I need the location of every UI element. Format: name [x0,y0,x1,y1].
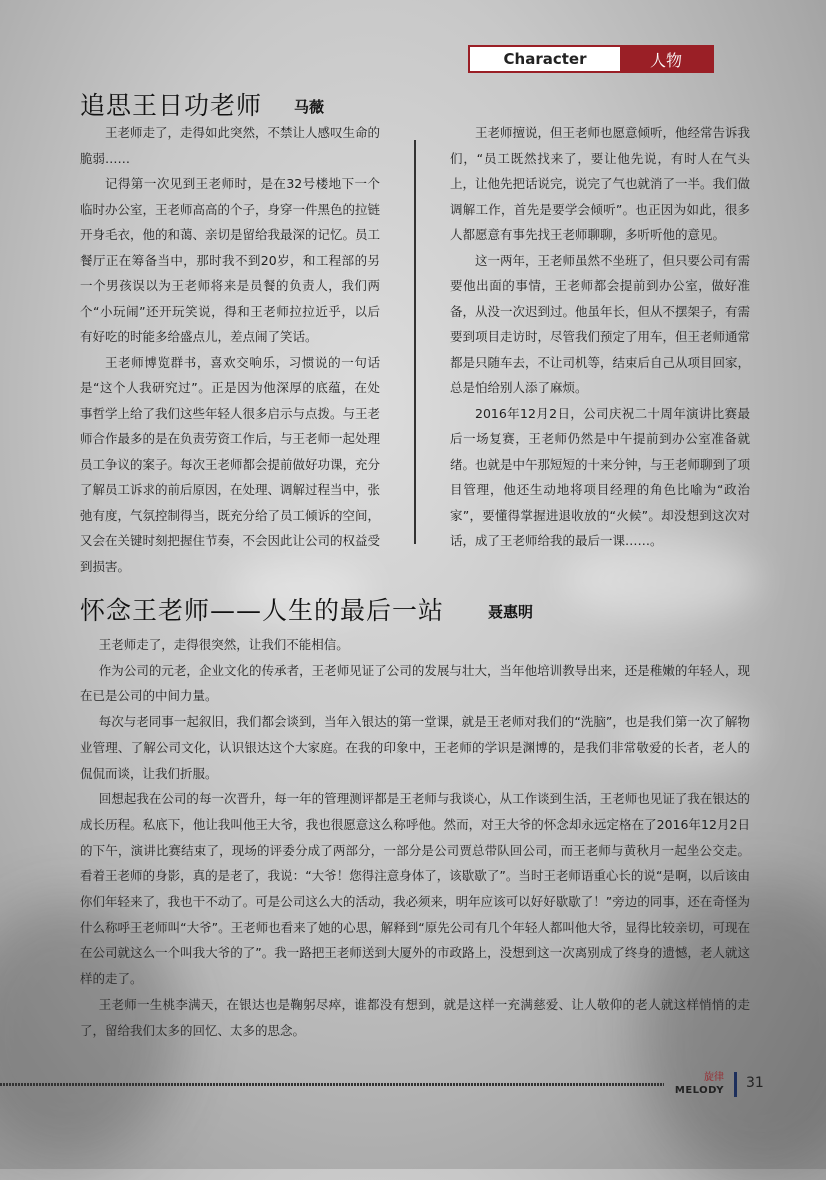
paragraph: 每次与老同事一起叙旧，我们都会谈到，当年入银达的第一堂课，就是王老师对我们的“洗脑”，也是我们第一次了解物业管理、了解公司文化，认识银达这个大家庭。在我的印象中，王老师的学识是渊博的，是我们非常敬爱的长者，老人的侃侃而谈，让我们折服。 [80,714,750,781]
footer-brand [672,1072,724,1097]
article1-author: 马薇 [294,98,325,116]
article1-left-column [80,120,380,579]
paragraph: 王老师走了，走得如此突然，不禁让人感叹生命的脆弱…… [80,125,381,166]
paragraph: 王老师走了，走得很突然，让我们不能相信。 [98,637,349,652]
page-number: 31 [746,1075,764,1091]
footer-dotted-rule [0,1083,664,1086]
article2-title: 怀念王老师——人生的最后一站 [80,596,445,625]
brand-name-en: MELODY [674,1085,724,1096]
paragraph: 回想起我在公司的每一次晋升，每一年的管理测评都是王老师与我谈心，从工作谈到生活，王老师也见证了我在银达的成长历程。私底下，他让我叫他王大爷，我也很愿意这么称呼他。然而，对王大爷的怀念却永远定格在了2016年12月2日的下午，演讲比赛结束了，现场的评委分成了两部分，一部分是公司贾总带队回公司，而王老师与黄秋月一起坐公交走。看着王老师的身影，真的是老了，我说：“大爷！您得注意身体了，该歇歇了”。当时王老师语重心长的说“是啊，以后该由你们年轻来了，我也干不动了。可是公司这么大的活动，我必须来，明年应该可以好好歇歇了！”旁边的同事，还在奇怪为什么称呼王老师叫“大爷”。王老师也看来了她的心思，解释到“原先公司有几个年轻人都叫他大爷，显得比较亲切，可现在在公司就这么一个叫我大爷的了”。我一路把王老师送到大厦外的市政路上，没想到这一次离别成了终身的遗憾，老人就这样的走了。 [80,791,750,987]
brand-name-cn: 旋律 [704,1072,724,1083]
paragraph: 作为公司的元老，企业文化的传承者，王老师见证了公司的发展与壮大，当年他培训教导出来，还是稚嫩的年轻人，现在已是公司的中间力量。 [80,662,750,704]
article1-right-column [450,120,750,554]
paragraph: 王老师擅说，但王老师也愿意倾听，他经常告诉我们，“员工既然找来了，要让他先说，有时人在气头上，让他先把话说完，说完了气也就消了一半。我们做调解工作，首先是要学会倾听”。也正因为如此，很多人都愿意有事先找王老师聊聊，多听听他的意见。 [450,125,751,242]
section-label-en: Character [470,47,620,71]
section-header-tab [468,45,714,73]
article2-author: 聂惠明 [488,603,534,621]
paragraph: 王老师博览群书，喜欢交响乐，习惯说的一句话是“这个人我研究过”。正是因为他深厚的底蕴，在处事哲学上给了我们这些年轻人很多启示与点拨。与王老师合作最多的是在负责劳资工作后，与王老师一起处理员工争议的案子。每次王老师都会提前做好功课，充分了解员工诉求的前后原因，在处理、调解过程当中，张弛有度，气氛控制得当，既充分给了员工倾诉的空间，又会在关键时刻把握住节奏，不会因此让公司的权益受到损害。 [80,354,381,574]
article1-title: 追思王日功老师 [80,91,263,120]
paragraph: 记得第一次见到王老师时，是在32号楼地下一个临时办公室，王老师高高的个子，身穿一件黑色的拉链开身毛衣，他的和蔼、亲切是留给我最深的记忆。员工餐厅正在筹备当中，那时我不到20岁，和工程部的另一个男孩误以为王老师将来是员餐的负责人，我们两个“小玩闹”还开玩笑说，得和王老师拉拉近乎，以后有好吃的时能多给盛点儿，差点闹了笑话。 [80,176,381,344]
footer-separator-bar [734,1072,737,1097]
article2-body [80,632,750,1043]
paragraph: 王老师一生桃李满天，在银达也是鞠躬尽瘁，谁都没有想到，就是这样一充满慈爱、让人敬仰的老人就这样悄悄的走了，留给我们太多的回忆、太多的思念。 [80,996,750,1038]
paragraph: 2016年12月2日，公司庆祝二十周年演讲比赛最后一场复赛，王老师仍然是中午提前到办公室准备就绪。也就是中午那短短的十来分钟，与王老师聊到了项目管理，他还生动地将项目经理的角色比喻为“政治家”，要懂得掌握进退收放的“火候”。却没想到这次对话，成了王老师给我的最后一课……。 [450,405,751,548]
paragraph: 这一两年，王老师虽然不坐班了，但只要公司有需要他出面的事情，王老师都会提前到办公室，做好准备，从没一次迟到过。他虽年长，但从不摆架子，有需要到项目走访时，尽管我们预定了用车，但王老师通常都是只随车去，不让司机等，结束后自己从项目回家，总是怕给别人添了麻烦。 [450,252,751,395]
column-divider [414,140,416,544]
section-label-cn: 人物 [620,47,712,71]
